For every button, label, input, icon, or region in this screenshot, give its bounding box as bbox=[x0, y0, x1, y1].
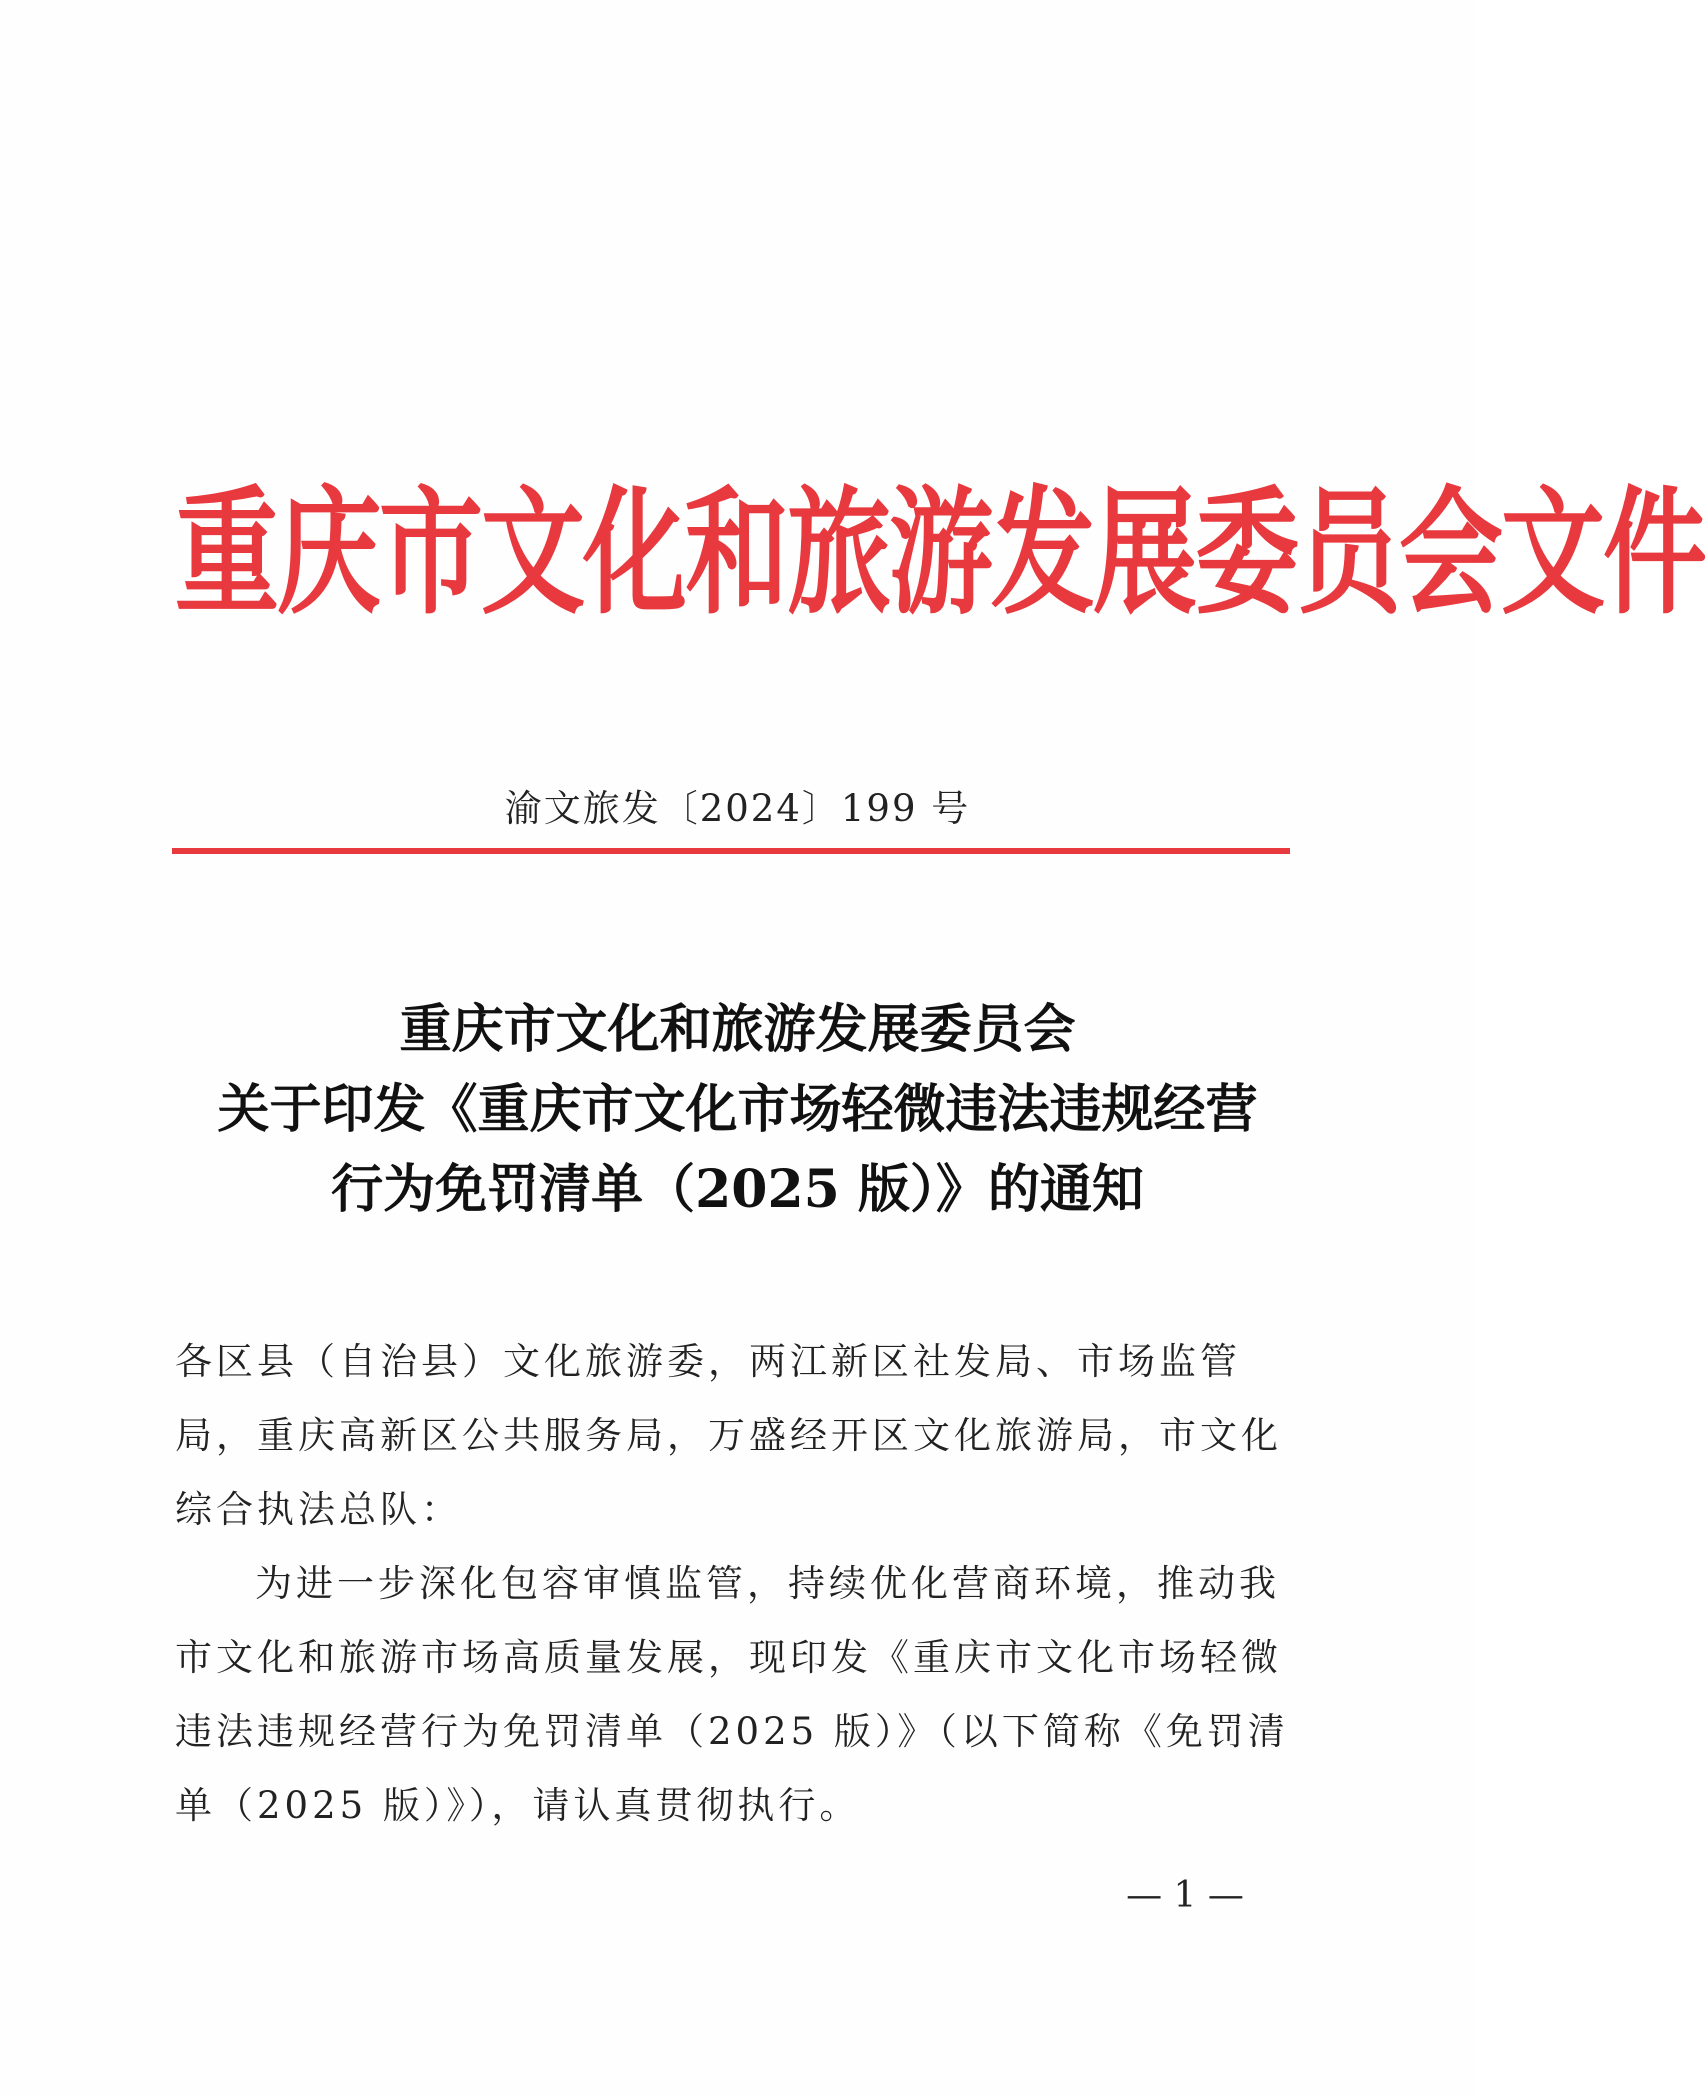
page-number: — 1 — bbox=[1126, 1875, 1244, 1916]
title-line-3: 行为免罚清单（2025 版）》的通知 bbox=[331, 1159, 1144, 1220]
document-title bbox=[150, 990, 1325, 1230]
title-line-2: 关于印发《重庆市文化市场轻微违法违规经营 bbox=[217, 1079, 1258, 1140]
red-masthead: 重庆市文化和旅游发展委员会文件 bbox=[175, 472, 1705, 634]
red-divider-line bbox=[172, 848, 1290, 854]
title-line-1: 重庆市文化和旅游发展委员会 bbox=[399, 999, 1076, 1060]
document-number: 渝文旅发〔2024〕199 号 bbox=[504, 787, 971, 830]
salutation: 各区县（自治县）文化旅游委，两江新区社发局、市场监管局，重庆高新区公共服务局，万盛经开区文化旅游局，市文化综合执法总队： bbox=[175, 1340, 1282, 1531]
body-paragraph: 为进一步深化包容审慎监管，持续优化营商环境，推动我市文化和旅游市场高质量发展，现印发《重庆市文化市场轻微违法违规经营行为免罚清单（2025 版）》（以下简称《免罚清单（2025 版）》），请认真贯彻执行。 bbox=[175, 1562, 1289, 1827]
